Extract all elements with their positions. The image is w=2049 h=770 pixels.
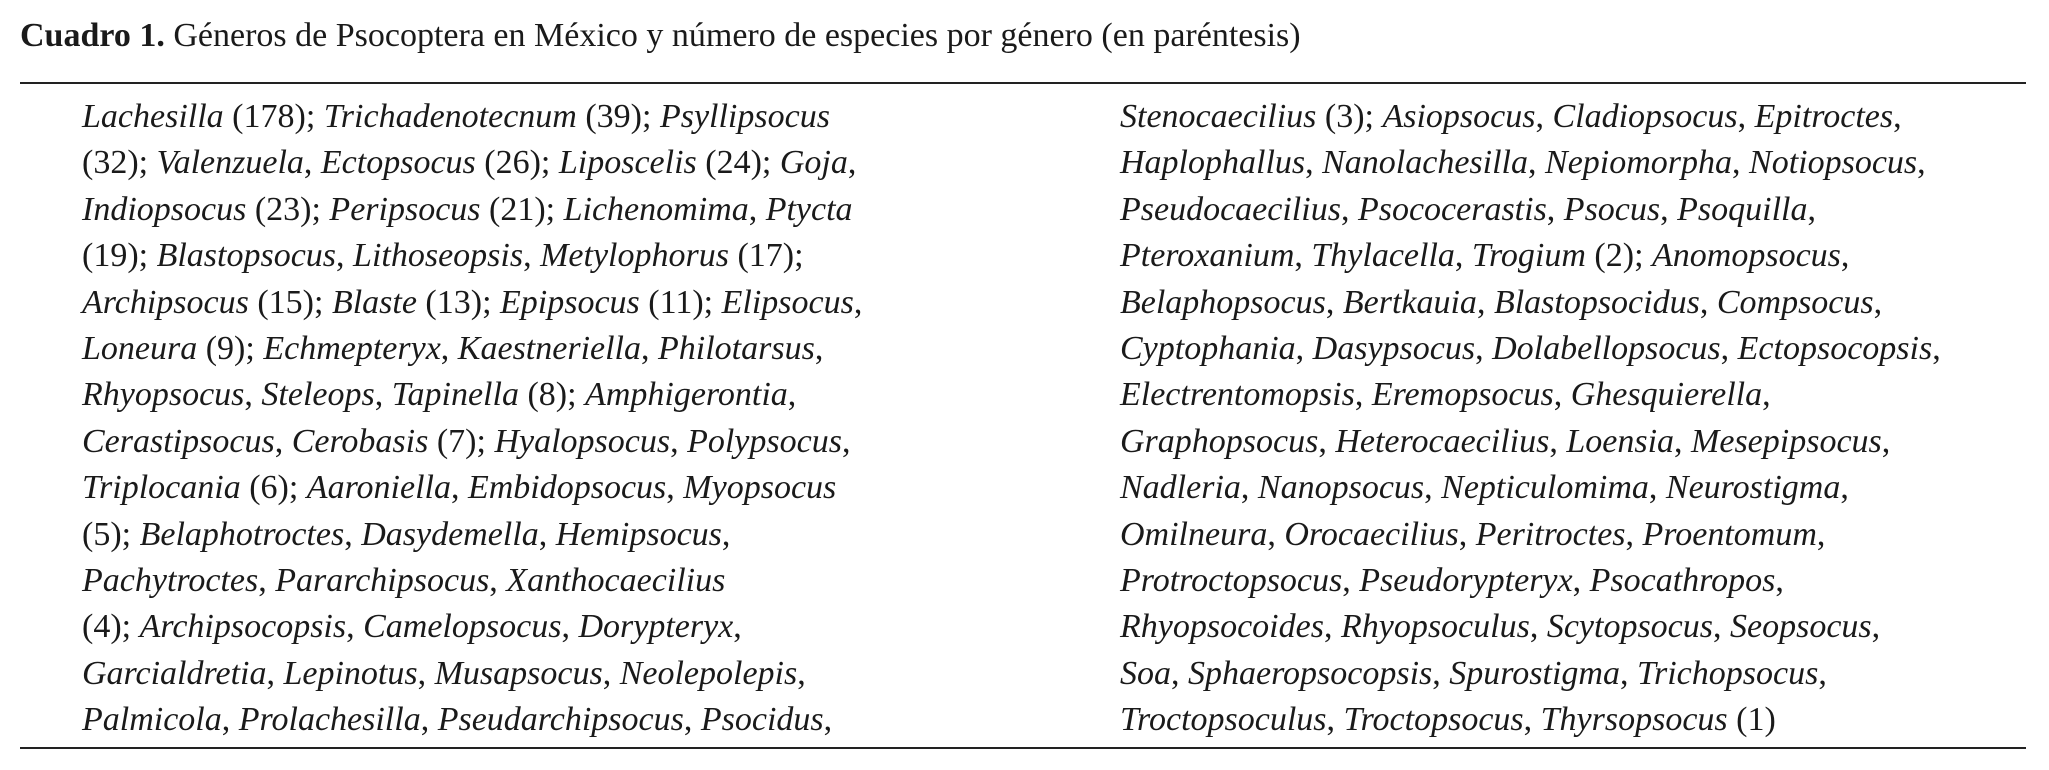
species-count-text: ,: [1342, 561, 1360, 599]
genus-name: Loensia: [1566, 422, 1675, 460]
genus-name: Tapinella: [391, 376, 519, 414]
genus-name: Loneura: [82, 329, 198, 367]
species-count-text: ,: [417, 654, 435, 692]
species-count-text: ,: [1720, 329, 1738, 367]
genus-name: Cladiopsocus: [1552, 98, 1738, 135]
table-line: [82, 280, 862, 326]
genus-name: Dasydemella: [361, 515, 539, 553]
genus-name: Blaste: [331, 283, 417, 321]
species-count-text: ,: [1619, 654, 1637, 692]
table-line: [82, 372, 862, 418]
species-count-text: ,: [1932, 329, 1941, 367]
species-count-text: ,: [847, 144, 857, 182]
table-line: [82, 465, 862, 511]
genus-name: Notiopsocus: [1749, 144, 1918, 182]
genus-name: Palmicola: [82, 701, 222, 739]
species-count-text: (1): [1727, 701, 1776, 739]
genus-name: Thyrsopsocus: [1540, 701, 1728, 739]
genus-name: Troctopsoculus: [1120, 701, 1327, 739]
species-count-text: (26);: [475, 144, 559, 182]
table-line: [1120, 604, 1941, 650]
species-count-text: ,: [1625, 515, 1643, 553]
species-count-text: ,: [1475, 329, 1493, 367]
genus-name: Belaphotroctes: [139, 515, 345, 553]
genus-name: Xanthocaecilius: [506, 561, 726, 599]
table-line: [82, 651, 862, 697]
species-count-text: ,: [748, 190, 766, 228]
species-count-text: ,: [1553, 376, 1571, 414]
genus-name: Myopsocus: [683, 469, 837, 507]
species-count-text: ,: [1326, 701, 1344, 739]
genus-name: Lichenomima: [563, 190, 749, 228]
genus-name: Hyalopsocus: [494, 422, 671, 460]
genus-name: Psocus: [1563, 190, 1661, 228]
genus-name: Hemipsocus: [555, 515, 722, 553]
genus-name: Peritroctes: [1475, 515, 1626, 553]
bottom-rule: [20, 747, 2026, 749]
genus-name: Embidopsocus: [467, 469, 667, 507]
genus-name: Ptycta: [765, 190, 853, 228]
genus-name: Psyllipsocus: [659, 98, 830, 135]
species-count-text: ,: [853, 283, 863, 321]
genus-name: Neolepolepis: [619, 654, 798, 692]
species-count-text: ,: [1840, 237, 1850, 275]
genus-name: Nanopsocus: [1257, 469, 1425, 507]
table-line: [82, 512, 862, 558]
species-count-text: ,: [1893, 98, 1902, 135]
species-count-text: ,: [440, 329, 458, 367]
genus-name: Kaestneriella: [457, 329, 641, 367]
species-count-text: ,: [1762, 376, 1771, 414]
table-line: [1120, 558, 1941, 604]
table-line: [82, 94, 862, 140]
species-count-text: ,: [1648, 469, 1666, 507]
species-count-text: (7);: [428, 422, 495, 460]
species-count-text: ,: [1549, 422, 1567, 460]
species-count-text: (17);: [728, 237, 804, 275]
genus-name: Lithoseopsis: [353, 237, 524, 275]
species-count-text: ,: [1881, 422, 1891, 460]
species-count-text: ,: [733, 608, 742, 646]
genus-name: Ghesquierella: [1570, 376, 1763, 414]
genus-name: Omilneura: [1120, 515, 1268, 553]
genus-name: Echmepteryx: [263, 329, 441, 367]
genus-name: Proentomum: [1642, 515, 1817, 553]
genus-name: Graphopsocus: [1120, 422, 1319, 460]
genus-name: Compsocus: [1716, 283, 1874, 321]
table-line: [82, 140, 862, 186]
species-count-text: ,: [670, 422, 688, 460]
species-count-text: ,: [1840, 469, 1849, 507]
genus-name: Sphaeropsocopsis: [1188, 654, 1433, 692]
species-count-text: ,: [1871, 608, 1881, 646]
species-count-text: ,: [1294, 237, 1312, 275]
table-line: [82, 233, 862, 279]
species-count-text: ,: [841, 422, 851, 460]
species-count-text: ,: [1546, 190, 1564, 228]
genus-name: Heterocaecilius: [1335, 422, 1550, 460]
genus-name: Rhyopsocoides: [1120, 608, 1324, 646]
table-line: [1120, 233, 1941, 279]
genus-name: Lepinotus: [283, 654, 418, 692]
genus-name: Dorypteryx: [578, 608, 734, 646]
table-line: [1120, 651, 1941, 697]
genus-name: Orocaecilius: [1284, 515, 1459, 553]
table-line: [1120, 187, 1941, 233]
species-count-text: ,: [1807, 190, 1816, 228]
species-count-text: ,: [244, 376, 262, 414]
species-count-text: ,: [538, 515, 556, 553]
species-count-text: ,: [602, 654, 620, 692]
table-line: [1120, 465, 1941, 511]
species-count-text: ,: [1523, 701, 1541, 739]
species-count-text: ,: [683, 701, 701, 739]
genus-name: Ectopsocus: [320, 144, 476, 182]
table-line: [82, 558, 862, 604]
species-count-text: ,: [721, 515, 731, 553]
species-count-text: ,: [274, 422, 292, 460]
table-line: [1120, 697, 1941, 743]
right-column: [1120, 94, 1941, 743]
genus-name: Blastopsocus: [156, 237, 337, 275]
species-count-text: (6);: [240, 469, 307, 507]
genus-name: Pararchipsocus: [275, 561, 490, 599]
species-count-text: ,: [523, 237, 541, 275]
species-count-text: ,: [1818, 654, 1827, 692]
species-count-text: ,: [1318, 422, 1336, 460]
species-count-text: ,: [450, 469, 468, 507]
genus-name: Scytopsocus: [1546, 608, 1713, 646]
species-count-text: ,: [641, 329, 658, 367]
genus-name: Trichadenotecnum: [323, 98, 577, 135]
genus-name: Philotarsus: [658, 329, 815, 367]
genus-name: Cerobasis: [291, 422, 429, 460]
species-count-text: ,: [1816, 515, 1826, 553]
species-count-text: ,: [1737, 98, 1755, 135]
genus-name: Neurostigma: [1665, 469, 1841, 507]
species-count-text: ,: [1171, 654, 1188, 692]
genus-name: Liposcelis: [558, 144, 697, 182]
species-count-text: ,: [346, 608, 364, 646]
species-count-text: (24);: [696, 144, 780, 182]
table-line: [82, 326, 862, 372]
species-count-text: ,: [1240, 469, 1258, 507]
species-count-text: (3);: [1316, 98, 1383, 135]
species-count-text: ,: [1572, 561, 1590, 599]
species-count-text: (39);: [576, 98, 660, 135]
caption-label: Cuadro 1.: [20, 17, 165, 54]
genus-name: Soa: [1120, 654, 1171, 692]
species-count-text: ,: [1454, 237, 1472, 275]
species-count-text: ,: [1323, 608, 1341, 646]
genus-name: Trogium: [1471, 237, 1586, 275]
genus-name: Pseudarchipsocus: [437, 701, 684, 739]
genus-name: Camelopsocus: [363, 608, 562, 646]
table-line: [1120, 94, 1941, 140]
genus-name: Archipsocopsis: [139, 608, 347, 646]
genus-name: Elipsocus: [721, 283, 854, 321]
species-count-text: ,: [374, 376, 392, 414]
species-count-text: ,: [1340, 190, 1358, 228]
table-line: [1120, 280, 1941, 326]
genus-name: Dolabellopsocus: [1492, 329, 1721, 367]
species-count-text: (9);: [197, 329, 264, 367]
genus-name: Dasypsocus: [1312, 329, 1476, 367]
table-caption: [20, 14, 1301, 58]
genus-name: Ectopsocopsis: [1737, 329, 1933, 367]
genus-name: Pachytroctes: [82, 561, 259, 599]
genus-name: Nepiomorpha: [1545, 144, 1733, 182]
species-count-text: ,: [303, 144, 321, 182]
genus-name: Goja: [779, 144, 848, 182]
genus-name: Garcialdretia: [82, 654, 267, 692]
genus-name: Stenocaecilius: [1120, 98, 1317, 135]
genus-name: Psocidus: [700, 701, 824, 739]
species-count-text: ,: [1458, 515, 1476, 553]
top-rule: [20, 82, 2026, 84]
species-count-text: ,: [1305, 144, 1323, 182]
species-count-text: ,: [420, 701, 438, 739]
species-count-text: (178);: [223, 98, 324, 135]
genus-name: Eremopsocus: [1371, 376, 1554, 414]
species-count-text: (4);: [82, 608, 140, 646]
genus-name: Metylophorus: [540, 237, 729, 275]
table-line: [1120, 140, 1941, 186]
species-count-text: ,: [1528, 144, 1546, 182]
species-count-text: ,: [489, 561, 507, 599]
genus-name: Electrentomopsis: [1120, 376, 1355, 414]
species-count-text: ,: [1432, 654, 1450, 692]
genus-name: Epitroctes: [1754, 98, 1894, 135]
species-count-text: (23);: [246, 190, 330, 228]
species-count-text: ,: [1267, 515, 1285, 553]
species-count-text: ,: [787, 376, 797, 414]
genus-name: Bertkauia: [1342, 283, 1477, 321]
species-count-text: ,: [1476, 283, 1494, 321]
table-line: [82, 604, 862, 650]
species-count-text: ,: [1732, 144, 1750, 182]
species-count-text: ,: [266, 654, 284, 692]
genus-name: Blastopsocidus: [1493, 283, 1700, 321]
genus-name: Aaroniella: [306, 469, 451, 507]
species-count-text: ,: [1529, 608, 1547, 646]
genus-name: Triplocania: [82, 469, 241, 507]
genus-name: Anomopsocus: [1652, 237, 1841, 275]
table-line: [1120, 512, 1941, 558]
species-count-text: ,: [258, 561, 276, 599]
genus-name: Cerastipsocus: [82, 422, 275, 460]
table-line: [82, 419, 862, 465]
genus-name: Polypsocus: [687, 422, 842, 460]
table-line: [1120, 326, 1941, 372]
genus-name: Archipsocus: [82, 283, 249, 321]
species-count-text: ,: [1325, 283, 1343, 321]
species-count-text: ,: [1424, 469, 1442, 507]
genus-name: Nepticulomima: [1441, 469, 1649, 507]
genus-name: Nanolachesilla: [1322, 144, 1529, 182]
genus-name: Pseudorypteryx: [1359, 561, 1573, 599]
species-count-text: ,: [1775, 561, 1784, 599]
species-count-text: ,: [336, 237, 354, 275]
species-count-text: (19);: [82, 237, 157, 275]
genus-name: Spurostigma: [1449, 654, 1620, 692]
genus-name: Psococerastis: [1357, 190, 1547, 228]
species-count-text: (8);: [518, 376, 586, 414]
species-count-text: ,: [1295, 329, 1313, 367]
species-count-text: (5);: [82, 515, 140, 553]
genus-name: Amphigerontia: [585, 376, 788, 414]
species-count-text: (13);: [416, 283, 501, 321]
species-count-text: ,: [561, 608, 579, 646]
genus-name: Lachesilla: [82, 98, 224, 135]
species-count-text: ,: [1873, 283, 1883, 321]
genus-name: Nadleria: [1120, 469, 1241, 507]
genus-name: Pseudocaecilius: [1120, 190, 1341, 228]
genus-name: Rhyopsocus: [82, 376, 245, 414]
genus-name: Protroctopsocus: [1120, 561, 1343, 599]
caption-text: Géneros de Psocoptera en México y número de especies por género (en paréntesis): [164, 17, 1301, 54]
table-line: [1120, 419, 1941, 465]
table-line: [1120, 372, 1941, 418]
table-line: [82, 187, 862, 233]
species-count-text: ,: [797, 654, 806, 692]
genus-name: Belaphopsocus: [1120, 283, 1326, 321]
genus-name: Epipsocus: [500, 283, 640, 321]
genus-name: Valenzuela: [156, 144, 304, 182]
left-column: [82, 94, 862, 743]
genus-name: Psoquilla: [1677, 190, 1808, 228]
genus-name: Cyptophania: [1120, 329, 1296, 367]
genus-name: Pteroxanium: [1120, 237, 1295, 275]
species-count-text: ,: [1535, 98, 1553, 135]
species-count-text: ,: [814, 329, 824, 367]
species-count-text: (21);: [480, 190, 564, 228]
genus-name: Troctopsocus: [1343, 701, 1524, 739]
genus-name: Musapsocus: [434, 654, 603, 692]
species-count-text: ,: [1713, 608, 1730, 646]
genus-name: Peripsocus: [329, 190, 481, 228]
genus-name: Indiopsocus: [82, 190, 247, 228]
species-count-text: ,: [823, 701, 833, 739]
species-count-text: (2);: [1585, 237, 1653, 275]
genus-name: Steleops: [261, 376, 375, 414]
genus-name: Prolachesilla: [238, 701, 421, 739]
genus-name: Mesepipsocus: [1691, 422, 1882, 460]
table-line: [82, 697, 862, 743]
genus-name: Haplophallus: [1120, 144, 1306, 182]
genus-name: Seopsocus: [1730, 608, 1872, 646]
species-count-text: ,: [344, 515, 362, 553]
genus-name: Trichopsocus: [1636, 654, 1819, 692]
genus-name: Rhyopsoculus: [1340, 608, 1530, 646]
genus-name: Asiopsocus: [1382, 98, 1536, 135]
species-count-text: ,: [1354, 376, 1372, 414]
species-count-text: ,: [1699, 283, 1717, 321]
species-count-text: ,: [1660, 190, 1678, 228]
species-count-text: ,: [1917, 144, 1926, 182]
species-count-text: ,: [666, 469, 684, 507]
species-count-text: ,: [1674, 422, 1692, 460]
genus-name: Psocathropos: [1589, 561, 1776, 599]
species-count-text: ,: [221, 701, 239, 739]
species-count-text: (15);: [248, 283, 332, 321]
species-count-text: (11);: [639, 283, 722, 321]
genus-name: Thylacella: [1311, 237, 1455, 275]
species-count-text: (32);: [82, 144, 157, 182]
